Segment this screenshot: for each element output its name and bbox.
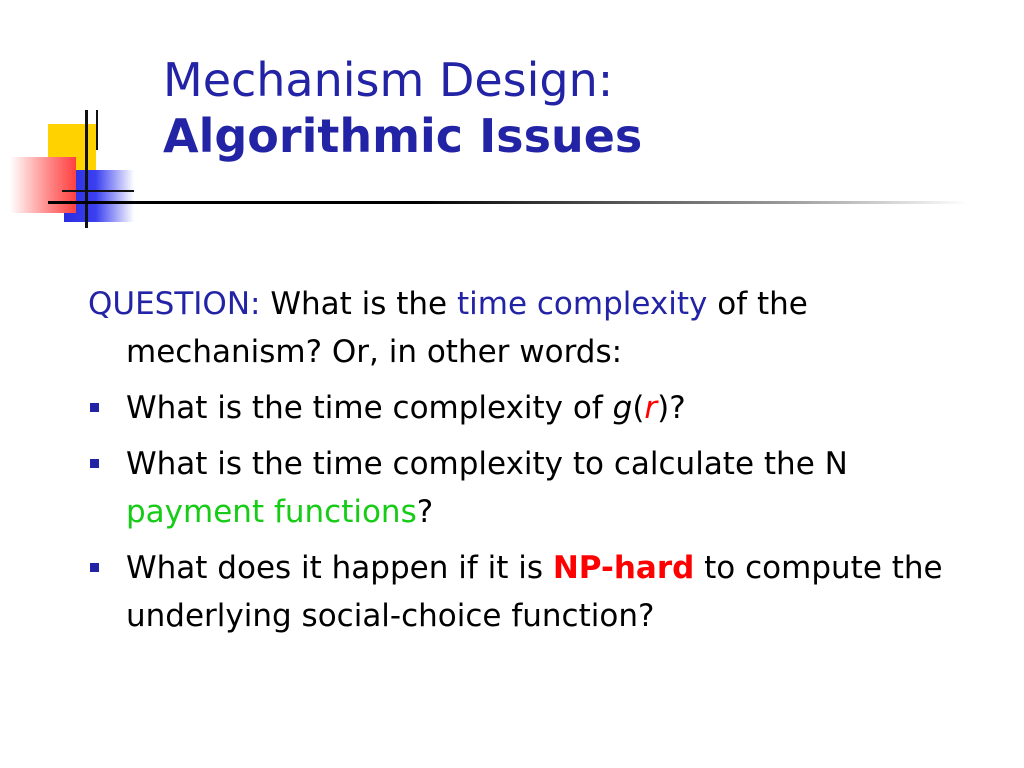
bullet-item-3: [88, 544, 968, 640]
bullet-1-text: What is the time complexity of: [126, 390, 613, 426]
decorative-red-square: [10, 157, 76, 213]
bullet-1-open-paren: (: [632, 390, 645, 426]
question-text-start: What is the: [260, 286, 457, 322]
bullet-item-1: [88, 384, 968, 432]
bullet-marker: [90, 563, 99, 572]
decorative-vertical-line-short: [96, 110, 98, 150]
slide-title-line-1: Mechanism Design:: [163, 53, 614, 107]
slide-title: [163, 52, 642, 164]
decorative-short-rule: [62, 190, 134, 192]
bullet-item-2: [88, 440, 968, 536]
bullet-marker: [90, 459, 99, 468]
slide-title-line-2: Algorithmic Issues: [163, 109, 643, 163]
question-paragraph: [88, 280, 968, 376]
bullet-1-r: r: [644, 390, 658, 426]
title-underline-rule: [48, 201, 968, 204]
bullet-1-close: )?: [657, 390, 686, 426]
question-text-end: of the mechanism? Or, in other words:: [126, 286, 808, 370]
bullet-marker: [90, 403, 99, 412]
bullet-3-text-end: to compute the underlying social-choice function?: [126, 550, 943, 634]
decorative-vertical-line: [85, 110, 88, 228]
time-complexity-highlight: time complexity: [456, 286, 708, 322]
question-label: QUESTION:: [88, 286, 261, 322]
payment-functions-highlight: payment functions: [126, 494, 417, 530]
np-hard-highlight: NP-hard: [552, 550, 695, 586]
bullet-3-text: What does it happen if it is: [126, 550, 553, 586]
bullet-2-text: What is the time complexity to calculate the N: [126, 446, 848, 482]
bullet-2-text-end: ?: [416, 494, 434, 530]
slide-body: [88, 280, 968, 648]
bullet-1-g: g: [612, 390, 633, 426]
